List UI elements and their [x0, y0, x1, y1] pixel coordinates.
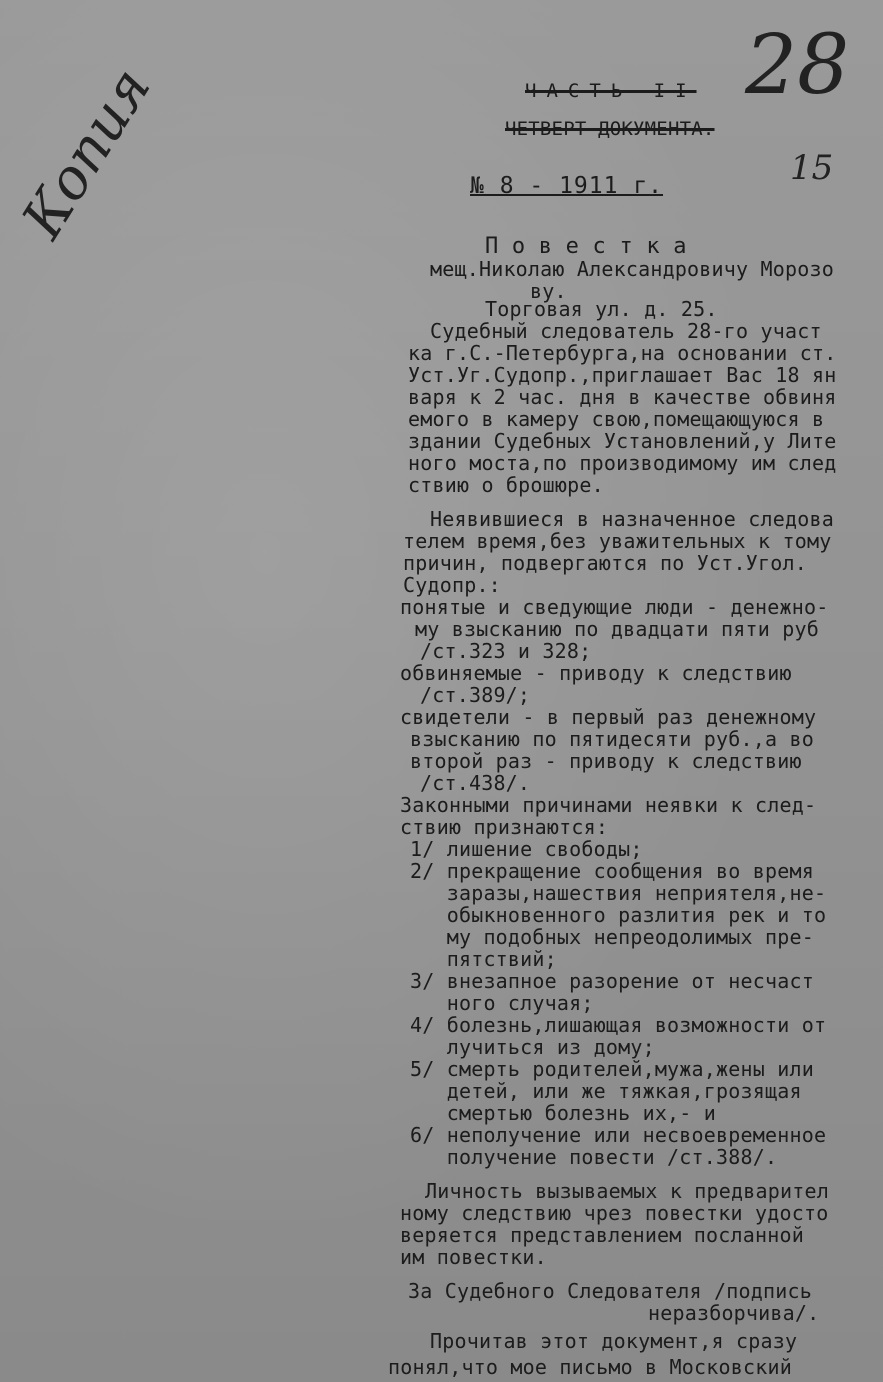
rule-line: му взысканию по двадцати пяти руб: [415, 617, 819, 641]
rules-intro-line: причин, подвергаются по Уст.Угол.: [403, 551, 807, 575]
reason-line: ного случая;: [410, 991, 594, 1015]
reason-line: му подобных непреодолимых пре-: [410, 925, 814, 949]
document-number: № 8 - 1911 г.: [470, 173, 664, 199]
identity-line: веряется представлением посланной: [400, 1223, 804, 1247]
rule-line: понятые и сведующие люди - денежно-: [400, 595, 829, 619]
body-line: ствию о брошюре.: [408, 473, 604, 497]
part-heading: ЧАСТЬ II: [525, 80, 697, 102]
rule-line: /ст.323 и 328;: [420, 639, 592, 663]
reason-line: обыкновенного разлития рек и то: [410, 903, 827, 927]
body-line: варя к 2 час. дня в качестве обвиня: [408, 385, 837, 409]
address-line: Торговая ул. д. 25.: [485, 297, 718, 321]
rule-line: /ст.438/.: [420, 771, 531, 795]
identity-line: Личность вызываемых к предварител: [425, 1179, 829, 1203]
rule-line: /ст.389/;: [420, 683, 531, 707]
reason-line: получение повести /ст.388/.: [410, 1145, 778, 1169]
reasons-intro-line: ствию признаются:: [400, 815, 609, 839]
rule-line: обвиняемые - приводу к следствию: [400, 661, 792, 685]
reason-line: 5/ смерть родителей,мужа,жены или: [410, 1057, 814, 1081]
addressee-line-1: мещ.Николаю Александровичу Морозо: [430, 257, 834, 281]
rule-line: взысканию по пятидесяти руб.,а во: [410, 727, 814, 751]
signature-line: За Судебного Следователя /подпись: [408, 1279, 812, 1303]
body-line: емого в камеру свою,помещающуюся в: [408, 407, 825, 431]
closing-line: Прочитав этот документ,я сразу: [430, 1329, 798, 1353]
reason-line: заразы,нашествия неприятеля,не-: [410, 881, 827, 905]
handwritten-page-number: 28: [745, 18, 850, 113]
body-line: здании Судебных Установлений,у Лите: [408, 429, 837, 453]
reason-line: смертью болезнь их,- и: [410, 1101, 717, 1125]
reason-line: 3/ внезапное разорение от несчаст: [410, 969, 814, 993]
body-line: ка г.С.-Петербурга,на основании ст.: [408, 341, 837, 365]
handwritten-sheet-number: 15: [790, 148, 834, 188]
rules-intro-line: телем время,без уважительных к тому: [403, 529, 832, 553]
summons-title: П о в е с т к а: [485, 234, 687, 259]
reason-line: 1/ лишение свободы;: [410, 837, 643, 861]
signature-line: неразборчива/.: [648, 1301, 820, 1325]
addressee-line-2: ву.: [530, 279, 567, 303]
rule-line: свидетели - в первый раз денежному: [400, 705, 817, 729]
body-line: Судебный следователь 28-го участ: [430, 319, 822, 343]
rules-intro-line: Судопр.:: [403, 573, 501, 597]
identity-line: им повестки.: [400, 1245, 547, 1269]
identity-line: ному следствию чрез повестки удосто: [400, 1201, 829, 1225]
reason-line: 2/ прекращение сообщения во время: [410, 859, 814, 883]
handwritten-copy-mark: Копия: [10, 57, 164, 250]
reason-line: детей, или же тяжкая,грозящая: [410, 1079, 802, 1103]
body-line: Уст.Уг.Судопр.,приглашает Вас 18 ян: [408, 363, 837, 387]
reason-line: 6/ неполучение или несвоевременное: [410, 1123, 827, 1147]
body-line: ного моста,по производимому им след: [408, 451, 837, 475]
reason-line: 4/ болезнь,лишающая возможности от: [410, 1013, 827, 1037]
reason-line: лучиться из дому;: [410, 1035, 655, 1059]
reasons-intro-line: Законными причинами неявки к след-: [400, 793, 817, 817]
rule-line: второй раз - приводу к следствию: [410, 749, 802, 773]
document-subtitle: ЧЕТВЕРТ ДОКУМЕНТА.: [505, 118, 715, 140]
closing-line: понял,что мое письмо в Московский: [388, 1355, 792, 1379]
reason-line: пятствий;: [410, 947, 557, 971]
rules-intro-line: Неявившиеся в назначенное следова: [430, 507, 834, 531]
